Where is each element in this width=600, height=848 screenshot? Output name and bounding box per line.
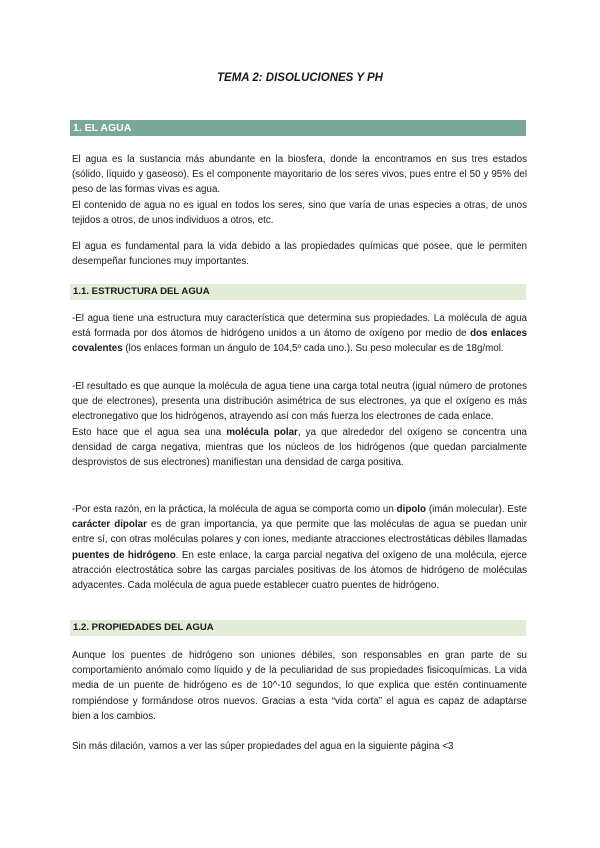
document-title: TEMA 2: DISOLUCIONES Y PH xyxy=(217,72,383,84)
properties-paragraph: Aunque los puentes de hidrógeno son uniones débiles, son responsables en gran parte de su comportamiento anómalo como líquido y de la peculiaridad de sus propiedades fisicoquímicas. La vida media de un puente de hidrógeno es de 10^-10 segundos, lo que explica que estén continuamente rompiéndose y formándose otros nuevos. Gracias a esta “vida corta” el agua es capaz de adaptarse bien a los cambios. xyxy=(72,650,527,722)
polar-text-a: Esto hace que el agua sea una xyxy=(72,426,227,438)
dipolar-character-bold: carácter dipolar xyxy=(72,519,147,531)
section-heading-el-agua: 1. EL AGUA xyxy=(70,120,526,136)
polar-text-c: , ya que alrededor del oxígeno se concentra una densidad de carga negativa, mientras que los núcleos de los hidrógenos (que quedan parcialmente desprovistos de sus electrones) manifiestan una densidad de carga positiva. xyxy=(72,426,527,469)
structure-paragraph xyxy=(72,311,527,357)
importance-paragraph: El agua es fundamental para la vida debido a las propiedades químicas que posee, que le permiten desempeñar funciones muy importantes. xyxy=(72,241,527,268)
dipole-text-e: es de gran importancia, ya que permite que las moléculas de agua se puedan unir entre sí, con otras moléculas polares y con iones, mediante atracciones electrostáticas débiles llamadas xyxy=(72,519,527,546)
dipole-text-g: . En este enlace, la carga parcial negativa del oxígeno de una molécula, ejerce atracción electrostática sobre las cargas parciales positivas de los átomos de hidrógeno de moléculas adyacentes. Cada molécula de agua puede establecer cuatro puentes de hidrógeno. xyxy=(72,549,527,592)
covalent-bonds-bold: dos enlaces covalentes xyxy=(72,328,527,355)
dipole-paragraph xyxy=(72,502,527,593)
polarity-paragraph xyxy=(72,379,527,470)
dipole-bold: dipolo xyxy=(396,504,427,515)
structure-text-a: -El agua tiene una estructura muy característica que determina sus propiedades. La molécula de agua está formada por dos átomos de hidrógeno unidos a un átomo de oxígeno por medio de xyxy=(72,313,527,340)
intro-text: El agua es la sustancia más abundante en la biosfera, donde la encontramos en sus tres estados (sólido, líquido y gaseoso). Es el componente mayoritario de los seres vivos, pues entre el 50 y 95% del peso de las formas vivas es agua. xyxy=(72,154,527,196)
charge-text: -El resultado es que aunque la molécula de agua tiene una carga total neutra (igual número de protones que de electrones), presenta una distribución asimétrica de sus electrones, ya que el oxígeno es más electronegativo que los hidrógenos, atrayendo así con más fuerza los electrones de cada enlace. xyxy=(72,381,527,423)
subsection-heading-propiedades: 1.2. PROPIEDADES DEL AGUA xyxy=(70,620,526,636)
dipole-text-a: -Por esta razón, en la práctica, la molécula de agua se comporta como un xyxy=(72,504,397,515)
structure-text-c: (los enlaces forman un ángulo de 104,5º cada uno.). Su peso molecular es de 18g/mol. xyxy=(122,343,504,355)
dipole-text-c: (imán molecular). Este xyxy=(426,504,527,515)
subsection-heading-estructura: 1.1. ESTRUCTURA DEL AGUA xyxy=(70,284,526,300)
intro-paragraph xyxy=(72,152,527,228)
polar-molecule-bold: molécula polar xyxy=(226,426,298,438)
closing-paragraph: Sin más dilación, vamos a ver las súper propiedades del agua en la siguiente página <3 xyxy=(72,741,454,752)
hydrogen-bonds-bold: puentes de hidrógeno xyxy=(72,549,176,561)
water-content-text: El contenido de agua no es igual en todos los seres, sino que varía de unas especies a otras, de unos tejidos a otros, de unos individuos a otros, etc. xyxy=(72,199,527,226)
